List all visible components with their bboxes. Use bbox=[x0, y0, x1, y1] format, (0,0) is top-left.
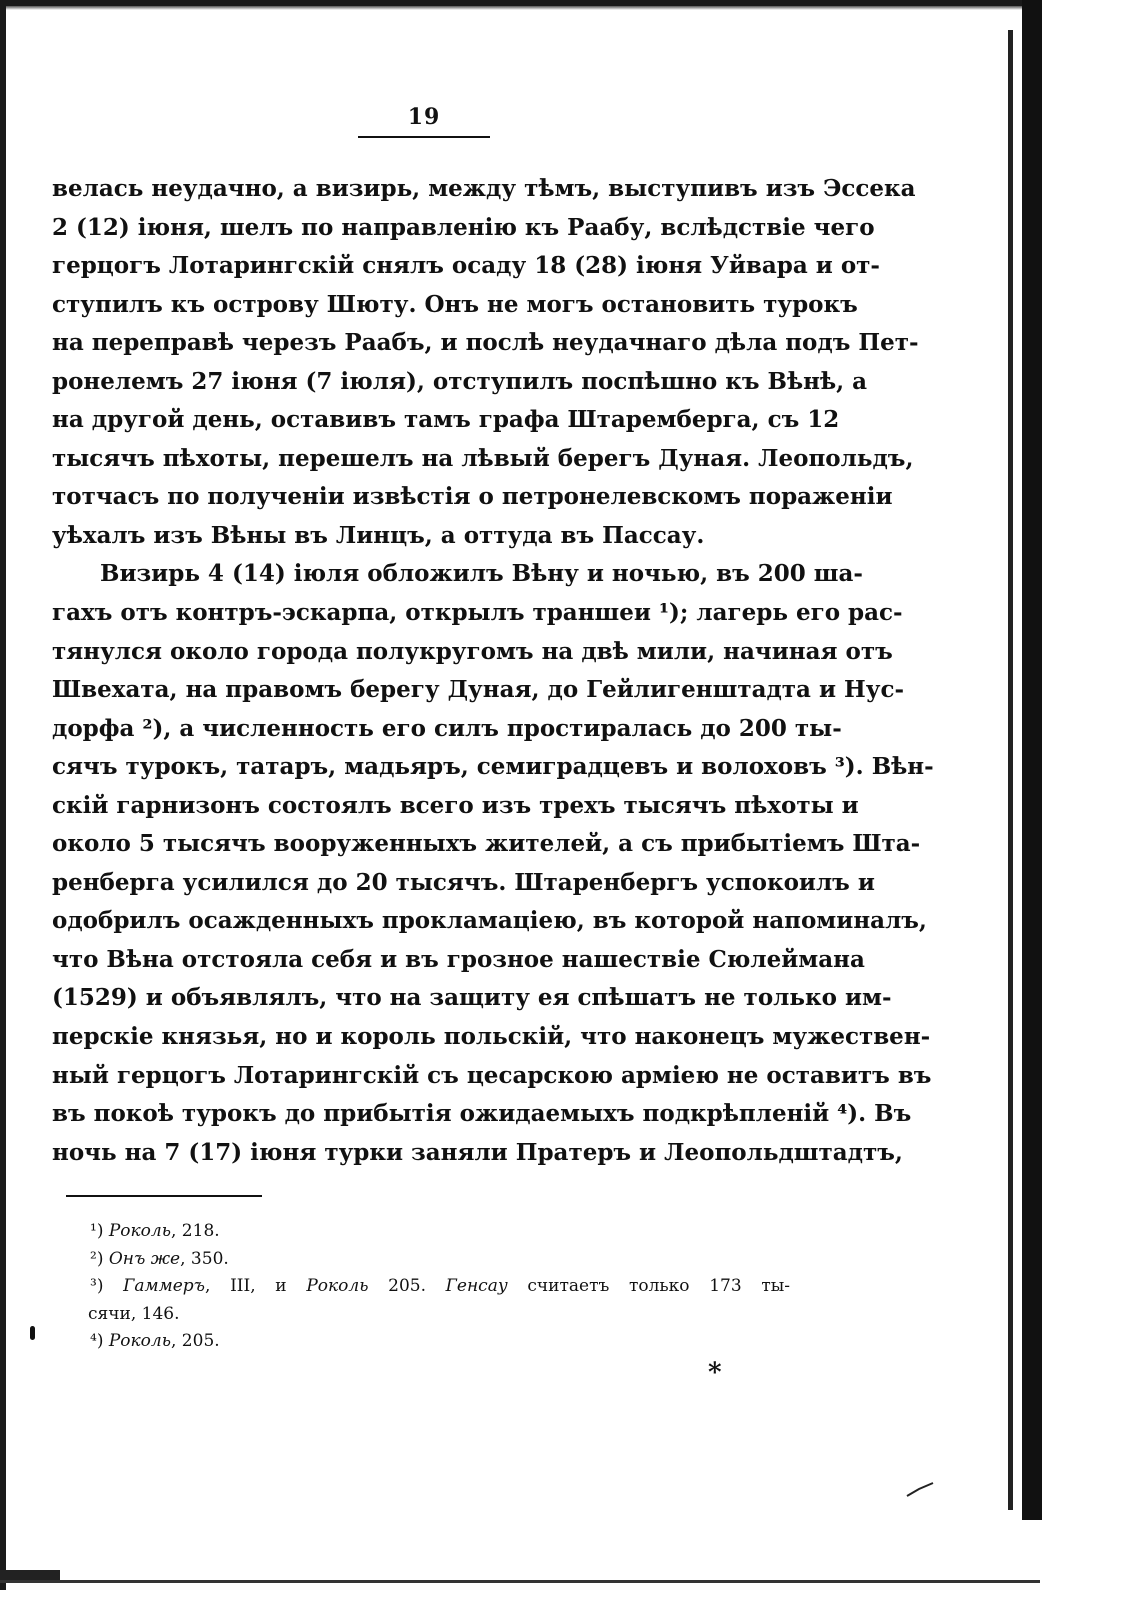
footnote-3-continuation: сячи, 146. bbox=[88, 1303, 180, 1324]
footnotes bbox=[90, 1218, 790, 1356]
footnote-text: 205. bbox=[368, 1276, 446, 1296]
footnote-1 bbox=[90, 1218, 790, 1246]
body-line: ренберга усилился до 20 тысячъ. Штаренбергъ успокоилъ и bbox=[52, 868, 875, 896]
footnote-mark: ⁴) bbox=[90, 1331, 104, 1351]
footnote-text: , 350. bbox=[180, 1248, 229, 1269]
body-line: тянулся около города полукругомъ на двѣ мили, начиная отъ bbox=[52, 637, 893, 665]
footnote-2 bbox=[90, 1246, 790, 1274]
footnote-author: Онъ же bbox=[108, 1248, 181, 1269]
body-line: тотчасъ по полученіи извѣстія о петронелевскомъ пораженіи bbox=[52, 483, 893, 511]
footnote-author: Генсау bbox=[445, 1276, 508, 1296]
body-line: Визирь 4 (14) іюля обложилъ Вѣну и ночью, въ 200 ша- bbox=[100, 560, 863, 588]
body-line: герцогъ Лотарингскій снялъ осаду 18 (28) іюня Уйвара и от- bbox=[52, 252, 880, 280]
scan-edge-top-shadow bbox=[0, 6, 1040, 10]
body-line: около 5 тысячъ вооруженныхъ жителей, а съ прибытіемъ Шта- bbox=[52, 830, 921, 858]
footnote-author: Рокoль bbox=[108, 1221, 171, 1241]
footnote-rule bbox=[66, 1195, 262, 1197]
footnote-author: Рокoль bbox=[306, 1276, 369, 1296]
header-rule bbox=[358, 136, 490, 138]
body-text bbox=[52, 170, 934, 1172]
body-line: 2 (12) іюня, шелъ по направленію къ Раабу, вслѣдствіе чего bbox=[52, 213, 875, 241]
body-line: сячъ турокъ, татаръ, мадьяръ, семиградцевъ и волоховъ ³). Вѣн- bbox=[52, 753, 934, 781]
page-number: 19 bbox=[407, 104, 441, 130]
margin-ink-dot bbox=[30, 1326, 35, 1340]
body-line: тысячъ пѣхоты, перешелъ на лѣвый берегъ Дуная. Леопольдъ, bbox=[52, 444, 914, 472]
footnote-text: , 218. bbox=[171, 1221, 220, 1241]
footnote-text: , 205. bbox=[171, 1331, 220, 1351]
footnote-mark: ¹) bbox=[90, 1221, 104, 1241]
body-line: скій гарнизонъ состоялъ всего изъ трехъ тысячъ пѣхоты и bbox=[52, 791, 859, 819]
scan-edge-right bbox=[1022, 0, 1042, 1520]
footnote-text: считаетъ только 173 ты- bbox=[507, 1276, 790, 1296]
body-line: ный герцогъ Лотарингскій съ цесарскою арміею не оставитъ въ bbox=[52, 1061, 932, 1089]
body-line: въ покоѣ турокъ до прибытія ожидаемыхъ подкрѣпленій ⁴). Въ bbox=[52, 1100, 912, 1128]
footnote-author: Гаммеръ bbox=[123, 1276, 205, 1296]
footnote-author: Рокoль bbox=[108, 1331, 171, 1351]
body-line: дорфа ²), а численность его силъ простиралась до 200 ты- bbox=[52, 714, 842, 742]
scan-edge-bottom bbox=[0, 1580, 1040, 1583]
body-line: гахъ отъ контръ-эскарпа, открылъ траншеи ¹); лагерь его рас- bbox=[52, 599, 903, 627]
body-line: велась неудачно, а визирь, между тѣмъ, выступивъ изъ Эссека bbox=[52, 175, 916, 202]
scan-edge-right-inner bbox=[1008, 30, 1013, 1510]
scan-edge-left bbox=[0, 0, 6, 1590]
footnote-mark: ³) bbox=[90, 1276, 104, 1296]
body-line: что Вѣна отстояла себя и въ грозное нашествіе Сюлеймана bbox=[52, 945, 865, 973]
footnote-4 bbox=[90, 1328, 790, 1356]
scan-edge-bottom-corner bbox=[0, 1570, 60, 1580]
body-line: ронелемъ 27 іюня (7 іюля), отступилъ поспѣшно къ Вѣнѣ, а bbox=[52, 367, 868, 395]
body-line: одобрилъ осажденныхъ прокламаціею, въ которой напоминалъ, bbox=[52, 907, 927, 935]
body-line: перскіе князья, но и король польскій, что наконецъ мужествен- bbox=[52, 1023, 931, 1051]
footnote-text: , III, и bbox=[205, 1276, 307, 1296]
footnote-mark: ²) bbox=[90, 1248, 104, 1269]
stray-ink-mark bbox=[905, 1480, 935, 1498]
signature-mark: * bbox=[708, 1358, 722, 1388]
body-line: ночь на 7 (17) іюня турки заняли Пратеръ и Леопольдштадтъ, bbox=[52, 1138, 903, 1166]
body-line: на другой день, оставивъ тамъ графа Штаремберга, съ 12 bbox=[52, 406, 840, 434]
footnote-3 bbox=[90, 1273, 790, 1301]
body-line: (1529) и объявлялъ, что на защиту ея спѣшатъ не только им- bbox=[52, 984, 892, 1012]
body-line: на переправѣ черезъ Раабъ, и послѣ неудачнаго дѣла подъ Пет- bbox=[52, 329, 919, 357]
body-line: Швехата, на правомъ берегу Дуная, до Гейлигенштадта и Нус- bbox=[52, 676, 905, 704]
body-line: ступилъ къ острову Шюту. Онъ не могъ остановить турокъ bbox=[52, 290, 858, 318]
body-line: уѣхалъ изъ Вѣны въ Линцъ, а оттуда въ Пассау. bbox=[52, 521, 705, 549]
